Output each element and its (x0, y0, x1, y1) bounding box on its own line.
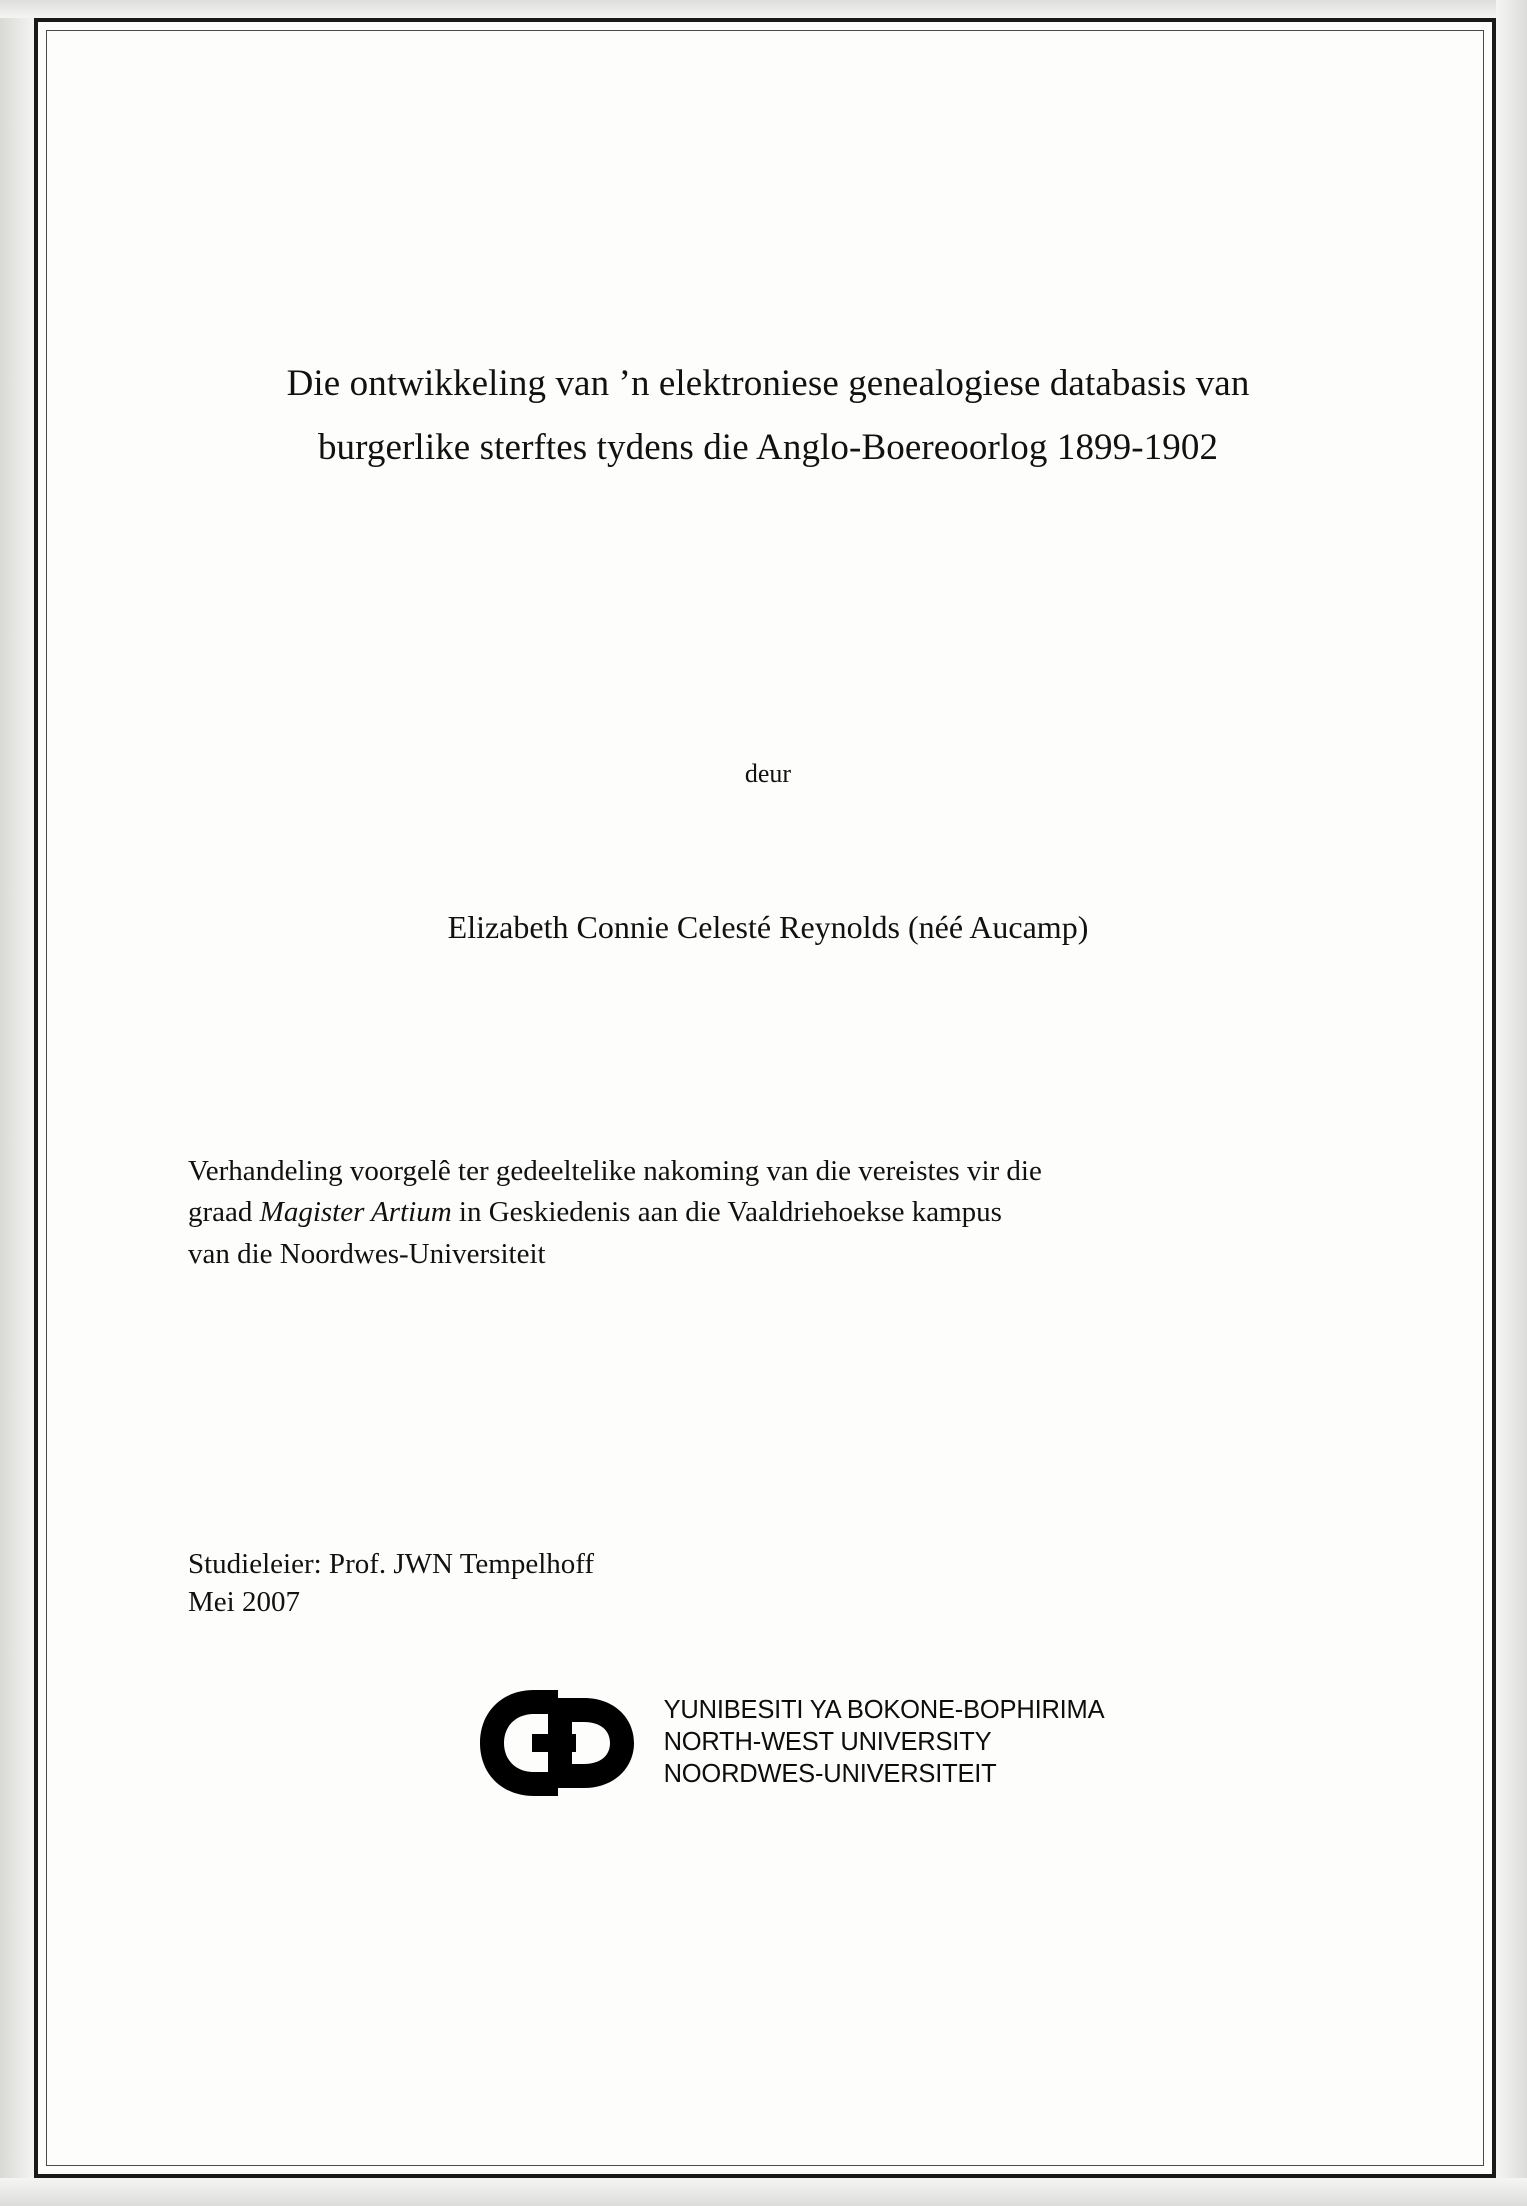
scan-edge-right (1496, 0, 1527, 2206)
page-border (34, 18, 1496, 2178)
supervisor-block (188, 1545, 1348, 1622)
nwu-logo-mark-icon (472, 1684, 658, 1802)
by-label: deur (744, 759, 792, 789)
title-line-1: Die ontwikkeling van ’n elektroniese genealogiese databasis van (286, 363, 1250, 404)
author-name: Elizabeth Connie Celesté Reynolds (néé Aucamp) (447, 909, 1089, 946)
title-line-2: burgerlike sterftes tydens die Anglo-Boereoorlog 1899-1902 (317, 426, 1219, 468)
university-logo-text (664, 1695, 1105, 1790)
degree-statement-line-3: van die Noordwes-Universiteit (188, 1237, 546, 1270)
page-title (188, 352, 1348, 479)
university-logo (188, 1684, 1348, 1802)
scan-edge-top (0, 0, 1527, 18)
scan-edge-bottom (0, 2178, 1527, 2206)
degree-statement-line-2-suffix: in Geskiedenis aan die Vaaldriehoekse kampus (451, 1196, 1002, 1229)
logo-text-line-1: YUNIBESITI YA BOKONE-BOPHIRIMA (663, 1696, 1105, 1725)
logo-text-line-2: NORTH-WEST UNIVERSITY (663, 1728, 992, 1757)
date-line: Mei 2007 (188, 1586, 300, 1619)
degree-name-italic: Magister Artium (259, 1196, 452, 1229)
degree-statement (188, 1151, 1348, 1275)
supervisor-line: Studieleier: Prof. JWN Tempelhoff (188, 1547, 595, 1580)
logo-text-line-3: NOORDWES-UNIVERSITEIT (663, 1759, 997, 1788)
scan-edge-left (0, 0, 34, 2206)
degree-statement-line-1: Verhandeling voorgelê ter gedeeltelike nakoming van die vereistes vir die (188, 1155, 1042, 1188)
degree-statement-line-2-prefix: graad (188, 1196, 260, 1229)
title-page-content (188, 352, 1348, 1802)
degree-statement-line-2 (188, 1192, 1348, 1233)
